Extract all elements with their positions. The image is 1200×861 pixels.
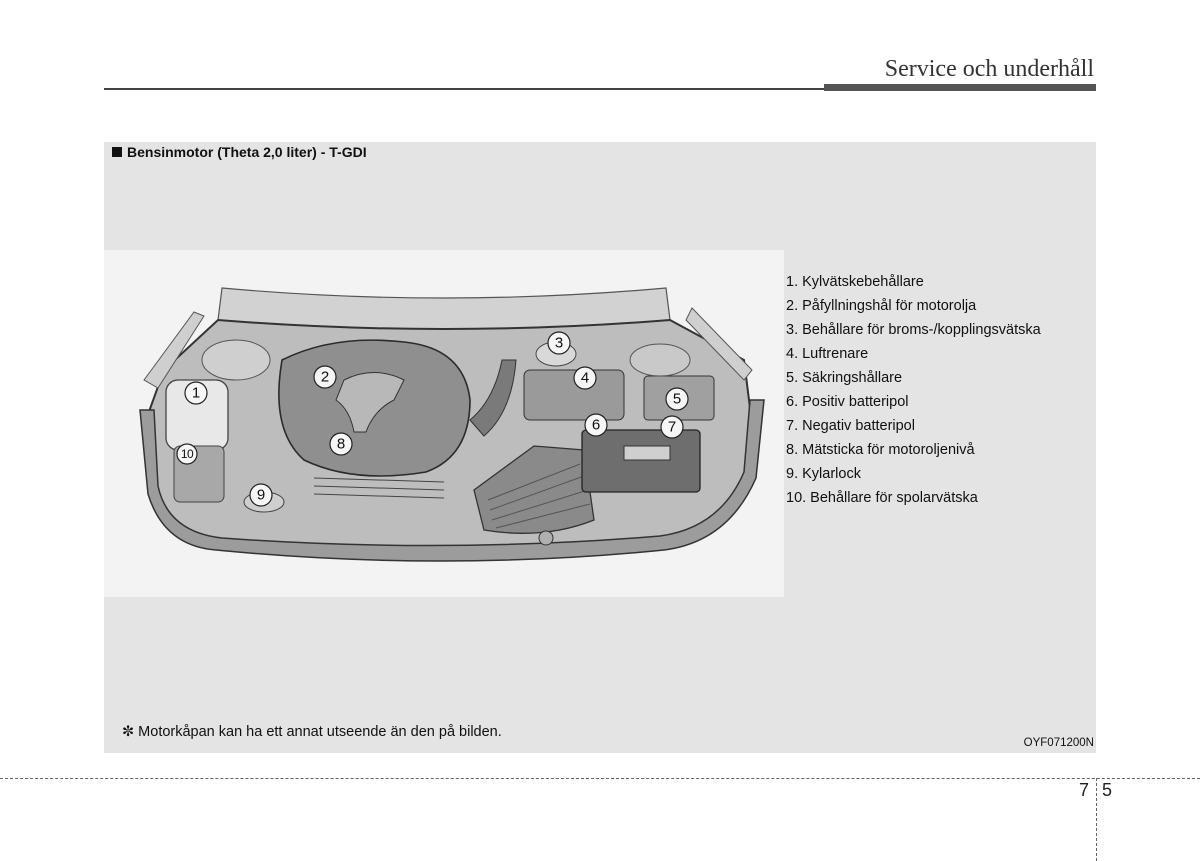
legend-item: 6. Positiv batteripol	[786, 394, 909, 410]
engine-bay-illustration	[104, 250, 784, 597]
callout-2	[314, 366, 336, 388]
legend-item: 4. Luftrenare	[786, 346, 869, 362]
legend-item: 5. Säkringshållare	[786, 370, 903, 386]
svg-text:5: 5	[672, 390, 682, 408]
header-rule-thin	[104, 88, 824, 90]
header-rule-thick	[824, 84, 1096, 91]
chapter-number: 7	[1079, 780, 1090, 800]
svg-text:2: 2	[320, 368, 330, 386]
legend-item: 7. Negativ batteripol	[786, 418, 915, 434]
callout-8	[330, 433, 352, 455]
svg-text:7: 7	[667, 418, 677, 436]
callout-10	[177, 444, 197, 464]
svg-text:9: 9	[256, 486, 266, 504]
content-panel	[104, 142, 1096, 753]
callout-5	[666, 388, 688, 410]
legend-item: 3. Behållare för broms-/kopplingsvätska	[786, 322, 1041, 338]
engine-bay-svg	[104, 250, 784, 597]
footer-divider-vertical	[1096, 778, 1097, 861]
legend-item: 8. Mätsticka för motoroljenivå	[786, 442, 975, 458]
page-number: 5	[1102, 780, 1113, 800]
callout-6	[585, 414, 607, 436]
square-bullet-icon	[112, 147, 122, 157]
component-legend	[786, 270, 1086, 510]
legend-item: 1. Kylvätskebehållare	[786, 274, 924, 290]
svg-text:3: 3	[554, 334, 564, 352]
section-title	[112, 144, 367, 160]
callout-7	[661, 416, 683, 438]
callout-4	[574, 367, 596, 389]
svg-text:8: 8	[336, 435, 346, 453]
svg-text:1: 1	[191, 384, 201, 402]
footnote: ✼ Motorkåpan kan ha ett annat utseende än den på bilden.	[122, 724, 502, 740]
svg-text:10: 10	[180, 447, 194, 461]
callout-9	[250, 484, 272, 506]
footer-divider-horizontal	[0, 778, 1200, 779]
legend-item: 10. Behållare för spolarvätska	[786, 490, 978, 506]
callout-1	[185, 382, 207, 404]
section-title-text: Bensinmotor (Theta 2,0 liter) - T-GDI	[127, 144, 367, 160]
svg-text:4: 4	[580, 369, 590, 387]
svg-text:6: 6	[591, 416, 601, 434]
page-header-title: Service och underhåll	[884, 56, 1094, 82]
callout-3	[548, 332, 570, 354]
legend-item: 9. Kylarlock	[786, 466, 861, 482]
legend-item: 2. Påfyllningshål för motorolja	[786, 298, 977, 314]
image-code: OYF071200N	[1023, 737, 1094, 749]
